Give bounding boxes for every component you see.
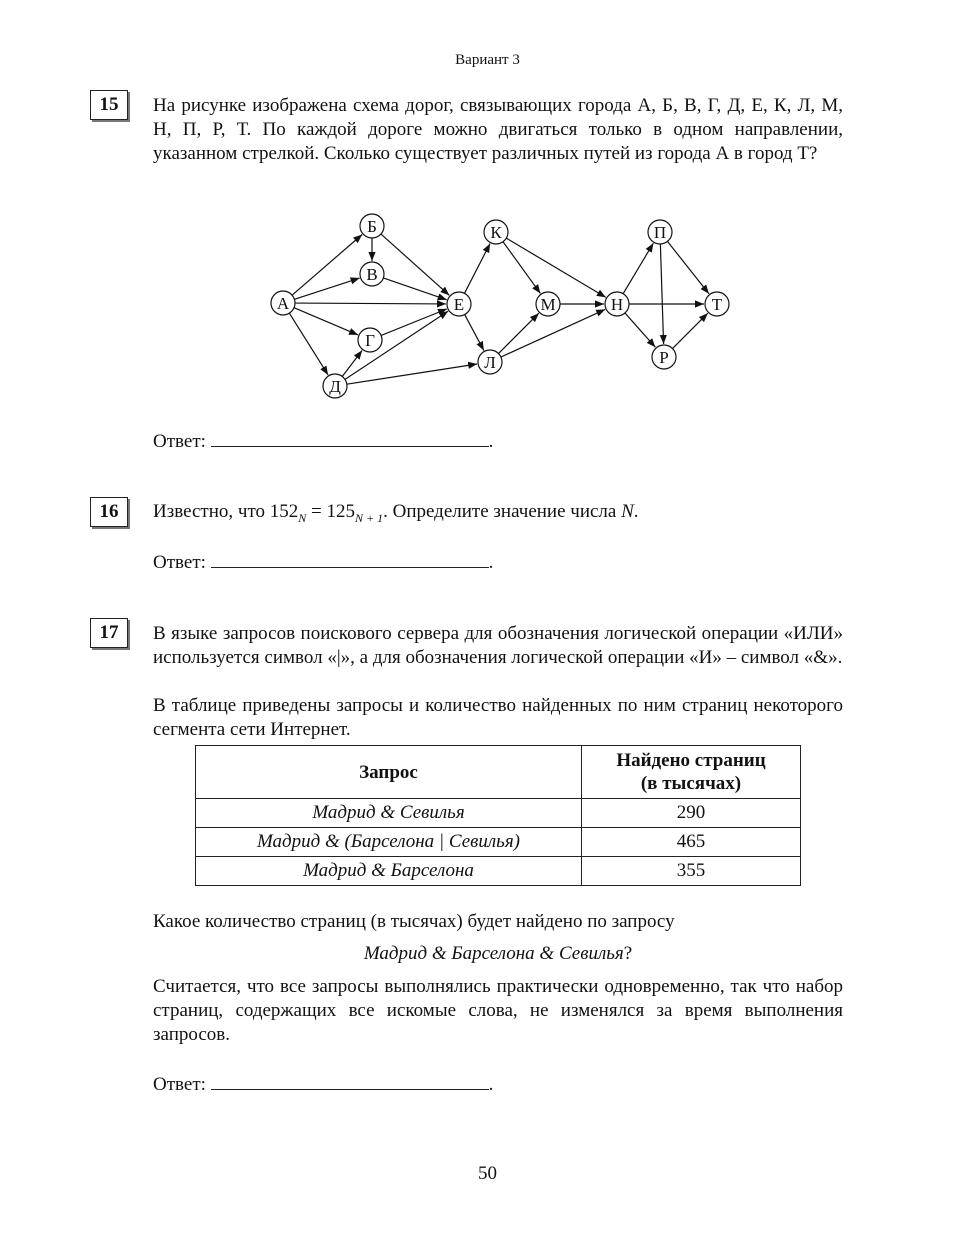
road-edge-Е-К [464,244,490,294]
city-node [358,328,382,352]
city-node [478,350,502,374]
road-edge-Г-Е [381,309,447,336]
city-node [323,374,347,398]
q16-text-part: . Определите значение числа [383,501,622,522]
city-label: Д [329,377,341,396]
question-15-number: 15 [90,90,128,120]
question-17-number: 17 [90,618,128,648]
city-node [705,292,729,316]
answer-label: Ответ: [153,1074,206,1095]
question-15-text: На рисунке изображена схема дорог, связывающих города А, Б, В, Г, Д, Е, К, Л, М, Н, П, Р, Т. По каждой дороге можно двигаться только в одном направлении, указанном стрелкой. Сколько существует различных путей из города А в город Т? [153,95,843,164]
road-edge-Н-Р [625,313,655,347]
city-label: В [366,265,378,284]
q16-text-part: = 125 [306,501,355,522]
table-header-count [582,746,801,799]
question-17-query [153,943,843,965]
city-label: Р [659,348,669,367]
road-edge-К-М [503,242,540,294]
q16-text-part: . [633,501,639,522]
city-node [360,262,384,286]
city-label: Е [453,295,465,314]
page-number: 50 [478,1163,497,1184]
city-node [605,292,629,316]
question-16-answer [153,549,493,575]
table-header-query: Запрос [196,746,582,799]
city-label: Л [484,353,496,372]
question-16-text [153,500,843,530]
answer-period: . [488,552,494,573]
road-edge-В-Е [383,278,446,300]
city-node [447,292,471,316]
city-label: Б [367,217,377,236]
query-cell: Мадрид & (Барселона | Севилья) [196,828,582,857]
road-edge-Д-Г [342,350,362,376]
answer-label: Ответ: [153,552,206,573]
question-15-answer [153,428,493,454]
road-edge-А-Б [292,235,362,296]
city-label: А [276,294,290,313]
question-17-text-2: В таблице приведены запросы и количество найденных по ним страниц некоторого сегмента сети Интернет. [153,695,843,740]
city-node [360,214,384,238]
road-graph [250,205,750,405]
question-17-text-1: В языке запросов поискового сервера для обозначения логической операции «ИЛИ» используется символ «|», а для обозначения логической операции «И» – символ «&». [153,623,843,668]
city-node [271,291,295,315]
q16-text-part: Известно, что 152 [153,501,299,522]
city-label: К [490,223,502,242]
city-label: Н [610,295,624,314]
road-edge-П-Р [660,244,663,344]
city-label: М [540,295,556,314]
answer-period: . [488,1074,494,1095]
road-edge-Б-Е [381,234,449,295]
page-header: Вариант 3 [455,52,520,68]
answer-input-line[interactable] [211,428,489,447]
header-line: (в тысячах) [640,773,742,794]
answer-label: Ответ: [153,431,206,452]
city-label: П [653,223,667,242]
city-label: Т [711,295,723,314]
road-edge-Л-М [498,313,538,353]
road-edge-А-Г [294,308,358,335]
road-edge-П-Т [667,241,708,293]
count-cell: 355 [582,857,801,886]
count-cell: 290 [582,799,801,828]
city-node [648,220,672,244]
road-edge-Е-Л [465,315,484,351]
road-edge-А-Д [289,313,328,375]
table-row [196,857,801,886]
road-edge-А-Е [295,303,446,304]
city-node [536,292,560,316]
query-cell: Мадрид & Севилья [196,799,582,828]
road-edge-Н-П [623,243,653,294]
question-17-note: Считается, что все запросы выполнялись практически одновременно, так что набор страниц, содержащих все искомые слова, не изменялся за время выполнения запросов. [153,976,843,1045]
query-text: Мадрид & Барселона & Севилья [363,943,624,964]
table-row [196,828,801,857]
question-17-answer [153,1071,493,1097]
count-cell: 465 [582,828,801,857]
road-edge-Р-Т [672,313,707,348]
city-node [652,345,676,369]
road-edge-Л-Н [501,309,605,357]
q16-subscript-n: N [298,510,307,525]
city-label: Г [365,331,375,350]
q16-variable: N [621,501,634,522]
query-question-mark: ? [623,943,633,964]
road-edge-А-В [294,278,359,299]
header-line: Найдено страниц [616,750,766,771]
question-17-question: Какое количество страниц (в тысячах) будет найдено по запросу [153,911,675,932]
road-edge-Д-Л [347,364,477,384]
q16-subscript-n-plus-1: N + 1 [355,510,384,525]
answer-input-line[interactable] [211,1071,489,1090]
query-table [195,745,801,886]
answer-input-line[interactable] [211,549,489,568]
city-node [484,220,508,244]
graph-nodes [271,214,729,398]
answer-period: . [488,431,494,452]
table-row [196,799,801,828]
question-16-number: 16 [90,497,128,527]
query-cell: Мадрид & Барселона [196,857,582,886]
